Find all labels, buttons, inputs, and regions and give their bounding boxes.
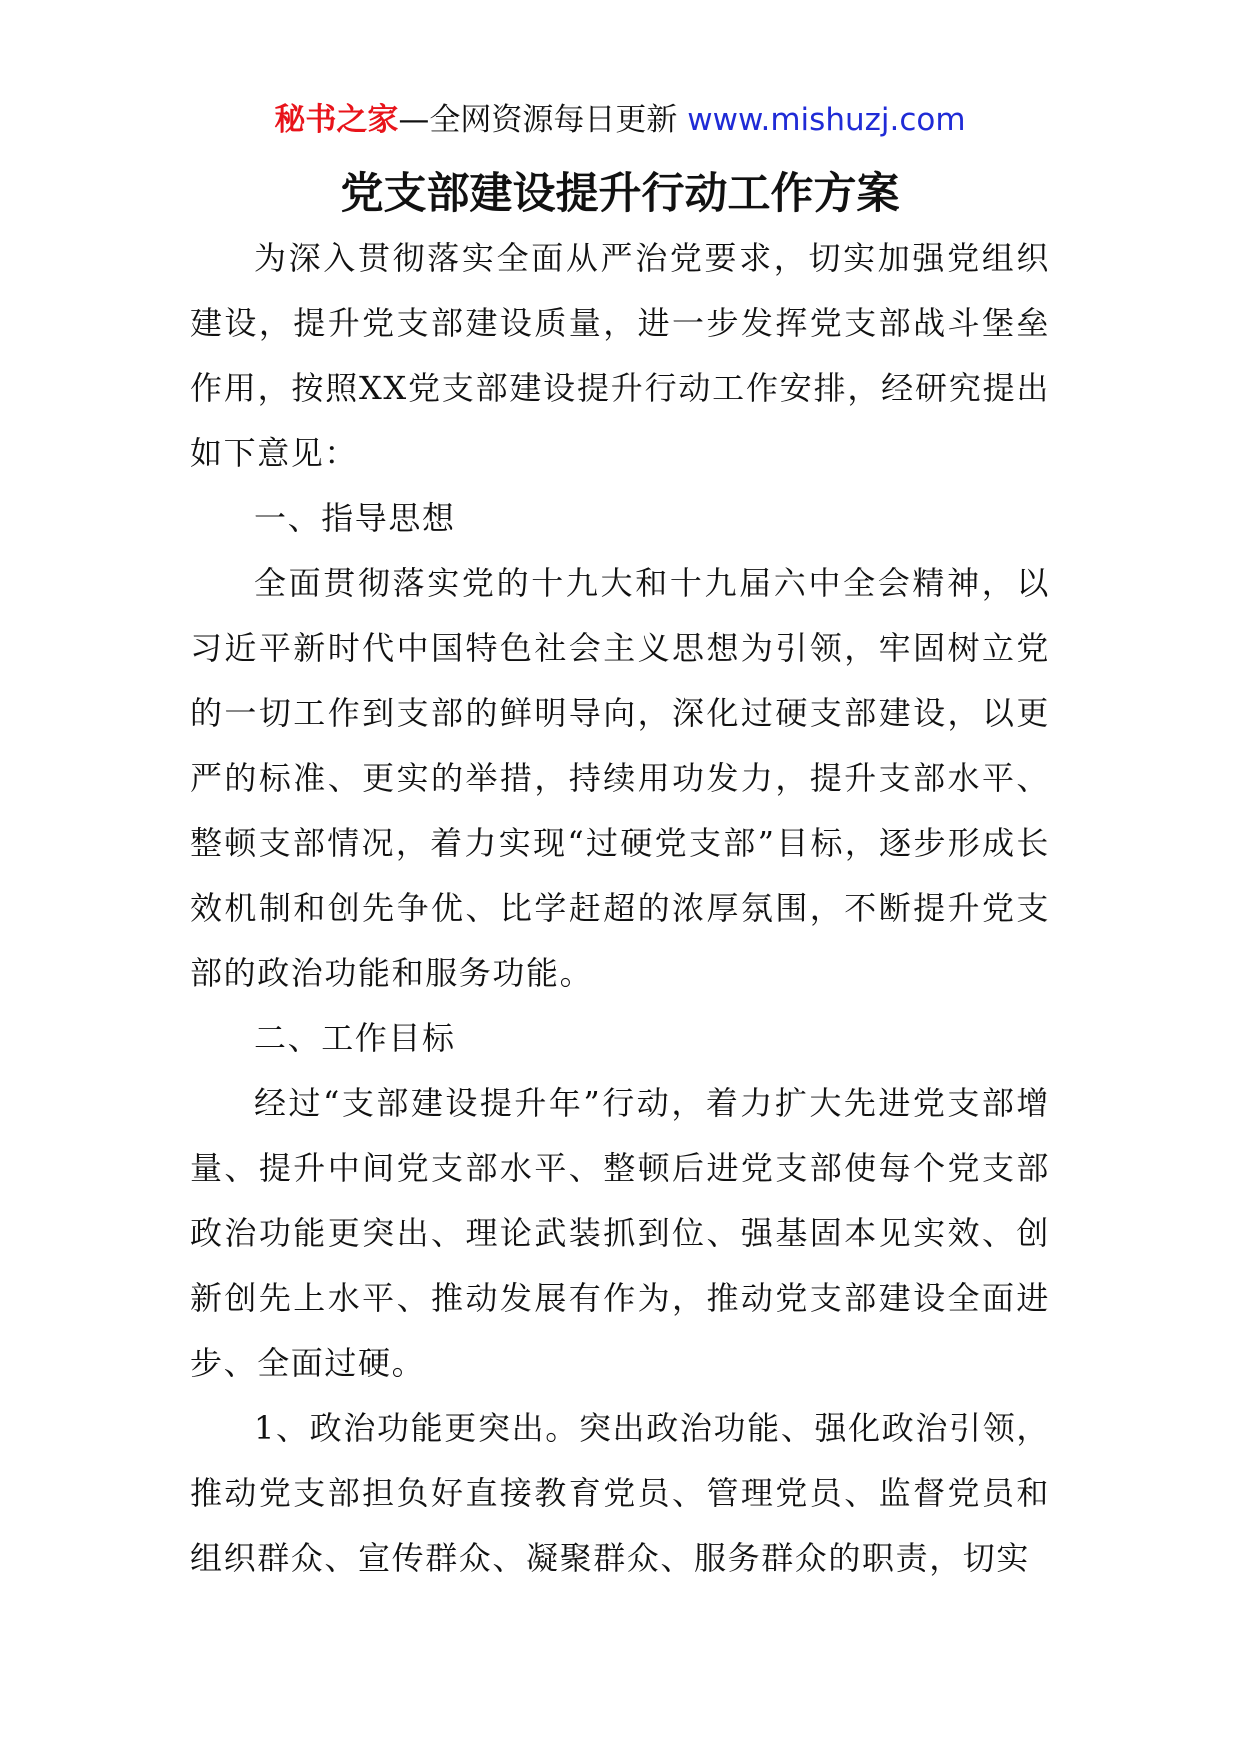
- document-body: [190, 226, 1050, 1591]
- site-url-link[interactable]: www.mishuzj.com: [687, 102, 966, 138]
- document-title: 党支部建设提升行动工作方案: [340, 169, 900, 219]
- section-heading-guiding-ideology: 一、指导思想: [254, 499, 456, 537]
- brand-name: 秘书之家: [274, 102, 399, 138]
- header-slogan: —全网资源每日更新: [398, 102, 678, 138]
- section-heading-work-goals: 二、工作目标: [254, 1019, 456, 1057]
- work-goals-paragraph: 经过“支部建设提升年”行动，着力扩大先进党支部增量、提升中间党支部水平、整顿后进党支部使每个党支部政治功能更突出、理论武装抓到位、强基固本见实效、创新创先上水平、推动发展有作为，推动党支部建设全面进步、全面过硬。: [190, 1084, 1050, 1382]
- intro-paragraph: 为深入贯彻落实全面从严治党要求，切实加强党组织建设，提升党支部建设质量，进一步发挥党支部战斗堡垒作用，按照XX党支部建设提升行动工作安排，经研究提出如下意见：: [190, 239, 1050, 472]
- site-header: [0, 100, 1240, 140]
- goal-item-1-paragraph: 1、政治功能更突出。突出政治功能、强化政治引领，推动党支部担负好直接教育党员、管理党员、监督党员和组织群众、宣传群众、凝聚群众、服务群众的职责，切实: [190, 1409, 1050, 1577]
- guiding-ideology-paragraph: 全面贯彻落实党的十九大和十九届六中全会精神，以习近平新时代中国特色社会主义思想为引领，牢固树立党的一切工作到支部的鲜明导向，深化过硬支部建设，以更严的标准、更实的举措，持续用功发力，提升支部水平、整顿支部情况，着力实现“过硬党支部”目标，逐步形成长效机制和创先争优、比学赶超的浓厚氛围，不断提升党支部的政治功能和服务功能。: [190, 564, 1050, 992]
